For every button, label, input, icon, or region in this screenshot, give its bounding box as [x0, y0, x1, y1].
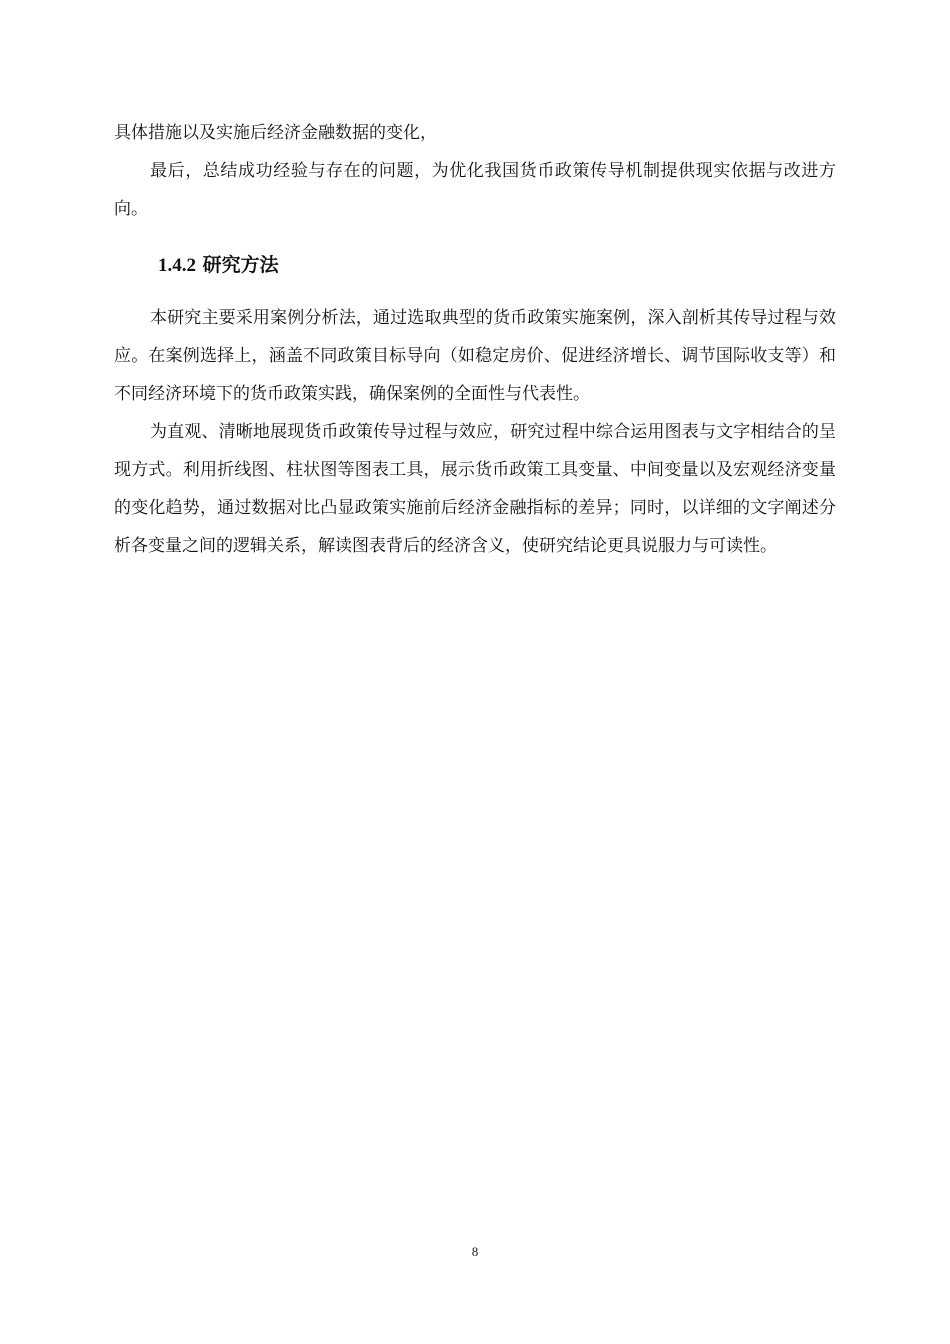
section-number: 1.4.2	[158, 255, 196, 276]
section-heading	[114, 250, 836, 281]
page-number: 8	[471, 1244, 479, 1259]
paragraph-method-1: 本研究主要采用案例分析法，通过选取典型的货币政策实施案例，深入剖析其传导过程与效应。在案例选择上，涵盖不同政策目标导向（如稳定房价、促进经济增长、调节国际收支等）和不同经济环境下的货币政策实践，确保案例的全面性与代表性。	[114, 308, 836, 404]
paragraph-continuation: 具体措施以及实施后经济金融数据的变化，	[114, 123, 437, 143]
page-content	[114, 114, 836, 565]
paragraph-method-2: 为直观、清晰地展现货币政策传导过程与效应，研究过程中综合运用图表与文字相结合的呈现方式。利用折线图、柱状图等图表工具，展示货币政策工具变量、中间变量以及宏观经济变量的变化趋势，通过数据对比凸显政策实施前后经济金融指标的差异；同时，以详细的文字阐述分析各变量之间的逻辑关系，解读图表背后的经济含义，使研究结论更具说服力与可读性。	[114, 422, 836, 556]
section-title: 研究方法	[202, 254, 279, 276]
paragraph-conclusion: 最后，总结成功经验与存在的问题，为优化我国货币政策传导机制提供现实依据与改进方向。	[114, 161, 836, 219]
